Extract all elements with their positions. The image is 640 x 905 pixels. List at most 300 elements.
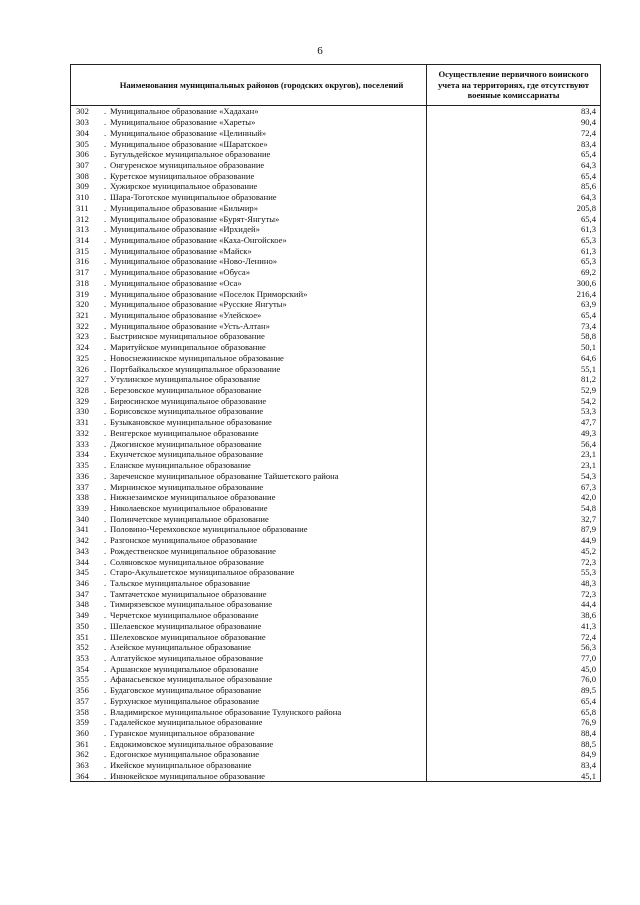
row-value: 67,3	[427, 481, 601, 492]
row-number-dot: .	[104, 599, 107, 610]
table-row	[71, 717, 601, 728]
row-number: 309	[76, 181, 89, 192]
table-row	[71, 320, 601, 331]
row-name-cell	[71, 578, 427, 589]
row-value: 216,4	[427, 288, 601, 299]
row-name-cell	[71, 749, 427, 760]
row-value: 32,7	[427, 513, 601, 524]
row-number: 358	[76, 706, 89, 717]
row-value: 83,4	[427, 106, 601, 117]
row-value: 65,4	[427, 170, 601, 181]
row-name-cell	[71, 288, 427, 299]
table-row	[71, 299, 601, 310]
row-name-cell	[71, 149, 427, 160]
row-name: Муниципальное образование «Ирхидей»	[110, 224, 260, 235]
row-number: 321	[76, 310, 89, 321]
row-value: 69,2	[427, 267, 601, 278]
table-row	[71, 278, 601, 289]
row-value: 63,9	[427, 299, 601, 310]
row-number-dot: .	[104, 642, 107, 653]
row-number: 313	[76, 224, 89, 235]
row-name-cell	[71, 535, 427, 546]
row-number: 329	[76, 395, 89, 406]
row-name-cell	[71, 213, 427, 224]
row-value: 61,3	[427, 245, 601, 256]
row-name-cell	[71, 235, 427, 246]
row-value: 81,2	[427, 374, 601, 385]
table-row	[71, 749, 601, 760]
table-row	[71, 696, 601, 707]
row-name: Тамтачетское муниципальное образование	[110, 588, 267, 599]
row-name-cell	[71, 513, 427, 524]
row-name: Тальское муниципальное образование	[110, 577, 251, 588]
row-number: 332	[76, 427, 89, 438]
row-number: 323	[76, 331, 89, 342]
row-name: Соляновское муниципальное образование	[110, 556, 264, 567]
row-name-cell	[71, 192, 427, 203]
row-number: 311	[76, 202, 89, 213]
row-value: 23,1	[427, 460, 601, 471]
row-number: 345	[76, 567, 89, 578]
table-row	[71, 202, 601, 213]
row-name: Маритуйское муниципальное образование	[110, 342, 266, 353]
row-number: 327	[76, 374, 89, 385]
row-name-cell	[71, 653, 427, 664]
row-value: 84,9	[427, 749, 601, 760]
table-row	[71, 663, 601, 674]
row-name: Едогонское муниципальное образование	[110, 749, 260, 760]
row-name: Шара-Тоготское муниципальное образование	[110, 192, 277, 203]
table-row	[71, 374, 601, 385]
table-row	[71, 331, 601, 342]
row-name: Тимирязевское муниципальное образование	[110, 599, 273, 610]
row-number-dot: .	[104, 685, 107, 696]
row-number-dot: .	[104, 663, 107, 674]
row-name: Разгонское муниципальное образование	[110, 535, 258, 546]
row-name: Зареченское муниципальное образование Тайшетского района	[110, 470, 339, 481]
table-row	[71, 492, 601, 503]
row-name: Бирюсинское муниципальное образование	[110, 395, 267, 406]
row-name: Алгатуйское муниципальное образование	[110, 653, 264, 664]
row-number: 318	[76, 277, 89, 288]
table-row	[71, 149, 601, 160]
row-name-cell	[71, 160, 427, 171]
row-value: 47,7	[427, 417, 601, 428]
table-row	[71, 642, 601, 653]
row-value: 44,4	[427, 599, 601, 610]
row-number: 308	[76, 170, 89, 181]
row-number: 342	[76, 535, 89, 546]
table-row	[71, 385, 601, 396]
row-number-dot: .	[104, 310, 107, 321]
row-value: 23,1	[427, 449, 601, 460]
row-number-dot: .	[104, 395, 107, 406]
row-number-dot: .	[104, 374, 107, 385]
table-row	[71, 653, 601, 664]
row-number-dot: .	[104, 256, 107, 267]
row-name: Портбайкальское муниципальное образование	[110, 363, 281, 374]
row-value: 55,3	[427, 567, 601, 578]
row-number-dot: .	[104, 717, 107, 728]
table-row	[71, 567, 601, 578]
row-name-cell	[71, 460, 427, 471]
row-number-dot: .	[104, 352, 107, 363]
table-row	[71, 256, 601, 267]
row-number-dot: .	[104, 106, 107, 117]
table-row	[71, 621, 601, 632]
row-number-dot: .	[104, 728, 107, 739]
row-number-dot: .	[104, 513, 107, 524]
row-value: 45,1	[427, 771, 601, 782]
row-number-dot: .	[104, 524, 107, 535]
table-row	[71, 160, 601, 171]
row-number: 350	[76, 620, 89, 631]
row-number-dot: .	[104, 192, 107, 203]
row-number-dot: .	[104, 224, 107, 235]
row-name: Муниципальное образование «Бурят-Янгуты»	[110, 213, 280, 224]
table-row	[71, 438, 601, 449]
row-value: 87,9	[427, 524, 601, 535]
row-value: 44,9	[427, 535, 601, 546]
row-name: Быстринское муниципальное образование	[110, 331, 265, 342]
row-name-cell	[71, 342, 427, 353]
row-name-cell	[71, 588, 427, 599]
row-value: 54,2	[427, 395, 601, 406]
row-number: 351	[76, 631, 89, 642]
row-name: Рождественское муниципальное образование	[110, 545, 276, 556]
row-value: 50,1	[427, 342, 601, 353]
row-number-dot: .	[104, 385, 107, 396]
row-value: 65,8	[427, 706, 601, 717]
row-name-cell	[71, 642, 427, 653]
row-name: Новоснежнинское муниципальное образование	[110, 352, 284, 363]
row-name: Муниципальное образование «Русские Янгуты»	[110, 299, 287, 310]
row-name: Еланское муниципальное образование	[110, 460, 251, 471]
row-value: 300,6	[427, 278, 601, 289]
table-row	[71, 578, 601, 589]
row-name-cell	[71, 599, 427, 610]
table-row	[71, 460, 601, 471]
row-name: Борисовское муниципальное образование	[110, 406, 264, 417]
table-row	[71, 674, 601, 685]
row-value: 65,3	[427, 235, 601, 246]
row-name: Шелаевское муниципальное образование	[110, 620, 262, 631]
row-value: 64,3	[427, 192, 601, 203]
row-name-cell	[71, 674, 427, 685]
row-name: Иннокейское муниципальное образование	[110, 770, 265, 781]
row-number: 364	[76, 770, 89, 781]
row-name: Березовское муниципальное образование	[110, 385, 262, 396]
row-number: 349	[76, 610, 89, 621]
row-name-cell	[71, 771, 427, 782]
row-number-dot: .	[104, 620, 107, 631]
row-name: Муниципальное образование «Поселок Приморский»	[110, 288, 308, 299]
row-number: 340	[76, 513, 89, 524]
row-number: 326	[76, 363, 89, 374]
row-name: Бурхунское муниципальное образование	[110, 695, 260, 706]
row-name-cell	[71, 181, 427, 192]
row-name-cell	[71, 320, 427, 331]
row-name: Шелеховское муниципальное образование	[110, 631, 266, 642]
table-row	[71, 503, 601, 514]
row-name-cell	[71, 428, 427, 439]
row-number-dot: .	[104, 406, 107, 417]
table-row	[71, 599, 601, 610]
row-value: 72,4	[427, 631, 601, 642]
row-value: 65,4	[427, 696, 601, 707]
row-name: Полинчетское муниципальное образование	[110, 513, 269, 524]
row-name-cell	[71, 267, 427, 278]
row-number-dot: .	[104, 760, 107, 771]
row-number: 302	[76, 106, 89, 117]
row-number: 312	[76, 213, 89, 224]
row-name: Евдокимовское муниципальное образование	[110, 738, 274, 749]
table-row	[71, 610, 601, 621]
row-value: 65,4	[427, 149, 601, 160]
row-value: 58,8	[427, 331, 601, 342]
row-number-dot: .	[104, 299, 107, 310]
table-row	[71, 771, 601, 782]
table-row	[71, 224, 601, 235]
row-name-cell	[71, 728, 427, 739]
row-name: Джогинское муниципальное образование	[110, 438, 262, 449]
row-value: 54,3	[427, 470, 601, 481]
row-name-cell	[71, 449, 427, 460]
row-name: Хужирское муниципальное образование	[110, 181, 258, 192]
row-value: 72,4	[427, 127, 601, 138]
row-number-dot: .	[104, 417, 107, 428]
row-name-cell	[71, 492, 427, 503]
table-row	[71, 127, 601, 138]
row-number-dot: .	[104, 127, 107, 138]
row-value: 55,1	[427, 363, 601, 374]
table-header-row	[71, 65, 601, 106]
table-row	[71, 406, 601, 417]
row-name: Старо-Акульшетское муниципальное образование	[110, 567, 295, 578]
row-name-cell	[71, 760, 427, 771]
row-number-dot: .	[104, 138, 107, 149]
row-value: 88,4	[427, 728, 601, 739]
row-value: 56,3	[427, 642, 601, 653]
row-number-dot: .	[104, 610, 107, 621]
row-number-dot: .	[104, 674, 107, 685]
row-number: 334	[76, 449, 89, 460]
row-value: 61,3	[427, 224, 601, 235]
row-name: Бугульдейское муниципальное образование	[110, 149, 271, 160]
row-number: 331	[76, 417, 89, 428]
row-name-cell	[71, 202, 427, 213]
row-number-dot: .	[104, 234, 107, 245]
row-name: Половино-Черемховское муниципальное образование	[110, 524, 308, 535]
row-name: Владимирское муниципальное образование Тулунского района	[110, 706, 342, 717]
table-row	[71, 706, 601, 717]
allocation-table	[70, 64, 601, 782]
row-number: 360	[76, 728, 89, 739]
row-number-dot: .	[104, 588, 107, 599]
row-value: 42,0	[427, 492, 601, 503]
row-number: 336	[76, 470, 89, 481]
table-row	[71, 106, 601, 117]
row-name: Гуранское муниципальное образование	[110, 728, 255, 739]
row-name-cell	[71, 524, 427, 535]
table-row	[71, 470, 601, 481]
row-number-dot: .	[104, 213, 107, 224]
row-value: 45,2	[427, 545, 601, 556]
row-name: Мирнинское муниципальное образование	[110, 481, 264, 492]
row-number-dot: .	[104, 470, 107, 481]
table-row	[71, 342, 601, 353]
row-name: Будаговское муниципальное образование	[110, 685, 262, 696]
row-value: 38,6	[427, 610, 601, 621]
header-value-column: Осуществление первичного воинского учета на территориях, где отсутствуют военные комиссариаты	[427, 65, 601, 106]
row-value: 56,4	[427, 438, 601, 449]
row-number: 324	[76, 342, 89, 353]
row-number-dot: .	[104, 159, 107, 170]
row-name: Муниципальное образование «Хадахан»	[110, 106, 259, 117]
row-value: 65,4	[427, 213, 601, 224]
row-number-dot: .	[104, 363, 107, 374]
table-row	[71, 545, 601, 556]
row-value: 85,6	[427, 181, 601, 192]
row-number: 357	[76, 695, 89, 706]
table-row	[71, 588, 601, 599]
row-name: Утулинское муниципальное образование	[110, 374, 261, 385]
row-number-dot: .	[104, 535, 107, 546]
row-name-cell	[71, 278, 427, 289]
row-name-cell	[71, 170, 427, 181]
row-number-dot: .	[104, 288, 107, 299]
table-row	[71, 395, 601, 406]
row-number: 362	[76, 749, 89, 760]
row-name-cell	[71, 117, 427, 128]
row-number: 338	[76, 492, 89, 503]
table-row	[71, 363, 601, 374]
row-number-dot: .	[104, 320, 107, 331]
row-value: 49,3	[427, 428, 601, 439]
table-row	[71, 288, 601, 299]
table-row	[71, 310, 601, 321]
row-value: 83,4	[427, 760, 601, 771]
row-value: 65,3	[427, 256, 601, 267]
table-row	[71, 481, 601, 492]
row-name: Муниципальное образование «Усть-Алтан»	[110, 320, 270, 331]
row-name-cell	[71, 481, 427, 492]
row-name: Муниципальное образование «Обуса»	[110, 267, 250, 278]
row-name-cell	[71, 503, 427, 514]
row-name: Икейское муниципальное образование	[110, 760, 252, 771]
table-row	[71, 760, 601, 771]
row-number-dot: .	[104, 438, 107, 449]
row-number: 333	[76, 438, 89, 449]
row-number: 303	[76, 117, 89, 128]
row-number-dot: .	[104, 181, 107, 192]
row-number: 304	[76, 127, 89, 138]
row-name-cell	[71, 406, 427, 417]
row-value: 52,9	[427, 385, 601, 396]
row-number-dot: .	[104, 267, 107, 278]
row-name: Афанасьевское муниципальное образование	[110, 674, 273, 685]
row-number: 316	[76, 256, 89, 267]
row-value: 205,8	[427, 202, 601, 213]
table-row	[71, 738, 601, 749]
row-number-dot: .	[104, 502, 107, 513]
row-number: 305	[76, 138, 89, 149]
row-number-dot: .	[104, 567, 107, 578]
table-row	[71, 535, 601, 546]
table-row	[71, 117, 601, 128]
table-row	[71, 728, 601, 739]
row-number: 314	[76, 234, 89, 245]
table-row	[71, 235, 601, 246]
row-number: 317	[76, 267, 89, 278]
table-row	[71, 245, 601, 256]
row-value: 77,0	[427, 653, 601, 664]
row-number: 346	[76, 577, 89, 588]
row-number-dot: .	[104, 117, 107, 128]
table-row	[71, 138, 601, 149]
row-value: 54,8	[427, 503, 601, 514]
row-number: 335	[76, 460, 89, 471]
row-name: Николаевское муниципальное образование	[110, 502, 268, 513]
row-name: Муниципальное образование «Майск»	[110, 245, 252, 256]
row-value: 76,9	[427, 717, 601, 728]
table-row	[71, 524, 601, 535]
row-name-cell	[71, 138, 427, 149]
table-row	[71, 449, 601, 460]
row-number-dot: .	[104, 749, 107, 760]
table-row	[71, 513, 601, 524]
row-name-cell	[71, 299, 427, 310]
table-row	[71, 213, 601, 224]
row-value: 83,4	[427, 138, 601, 149]
row-name: Гадалейское муниципальное образование	[110, 717, 263, 728]
row-number-dot: .	[104, 342, 107, 353]
row-number: 354	[76, 663, 89, 674]
row-value: 72,3	[427, 588, 601, 599]
row-number: 339	[76, 502, 89, 513]
row-number: 330	[76, 406, 89, 417]
row-value: 65,4	[427, 310, 601, 321]
row-name: Муниципальное образование «Ново-Ленино»	[110, 256, 278, 267]
row-value: 89,5	[427, 685, 601, 696]
row-value: 41,3	[427, 621, 601, 632]
row-name-cell	[71, 256, 427, 267]
row-name-cell	[71, 631, 427, 642]
row-name-cell	[71, 374, 427, 385]
row-number-dot: .	[104, 545, 107, 556]
row-name: Муниципальное образование «Оса»	[110, 277, 242, 288]
row-number: 319	[76, 288, 89, 299]
row-number: 310	[76, 192, 89, 203]
row-value: 76,0	[427, 674, 601, 685]
row-number: 352	[76, 642, 89, 653]
row-name-cell	[71, 395, 427, 406]
row-name: Муниципальное образование «Каха-Онгойское»	[110, 234, 287, 245]
row-value: 64,3	[427, 160, 601, 171]
header-name-column: Наименования муниципальных районов (городских округов), поселений	[71, 65, 427, 106]
row-number: 337	[76, 481, 89, 492]
row-value: 73,4	[427, 320, 601, 331]
row-name: Бузыкановское муниципальное образование	[110, 417, 272, 428]
row-number-dot: .	[104, 449, 107, 460]
row-number-dot: .	[104, 427, 107, 438]
row-name: Муниципальное образование «Хареты»	[110, 117, 256, 128]
row-number-dot: .	[104, 631, 107, 642]
table-row	[71, 181, 601, 192]
row-name-cell	[71, 717, 427, 728]
row-number: 343	[76, 545, 89, 556]
row-number: 356	[76, 685, 89, 696]
